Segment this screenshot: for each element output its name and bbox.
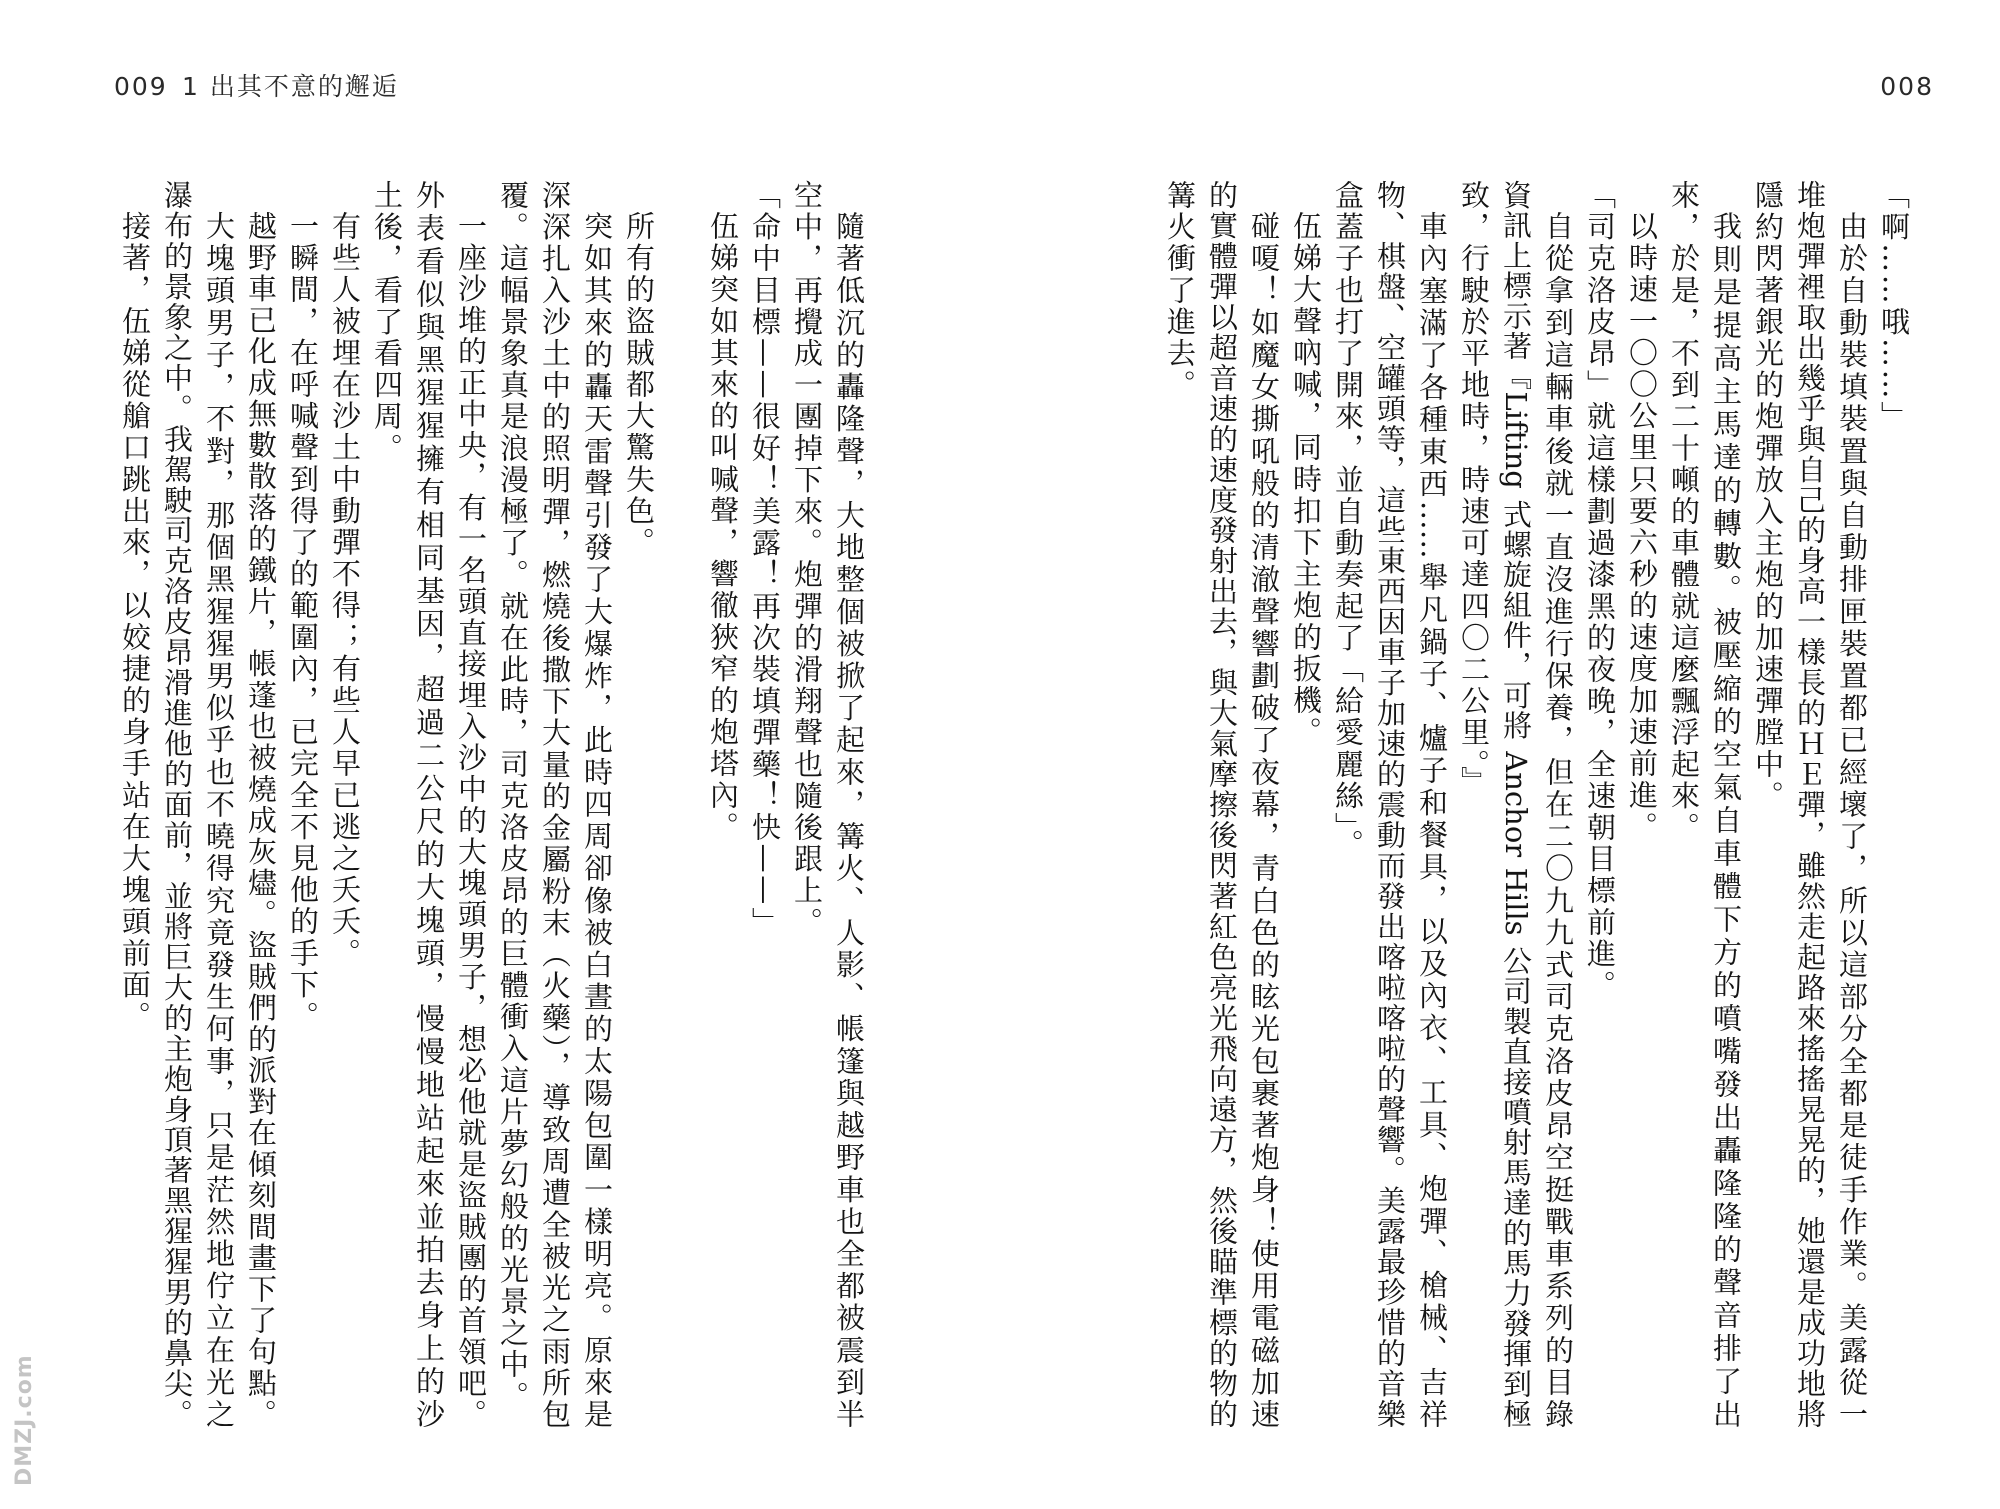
watermark-logo: DMZJ.com [12,1354,37,1486]
text-column: 越野車已化成無數散落的鐵片，帳蓬也被燒成灰燼。盜賊們的派對在傾刻間畫下了句點。 [244,211,278,1428]
text-column: 伍娣突如其來的叫喊聲，響徹狹窄的炮塔內。 [706,211,740,843]
left-page-number: 009 [114,72,168,101]
chapter-title: 1 出其不意的邂逅 [182,72,399,101]
text-column: 深深扎入沙土中的照明彈，燃燒後撒下大量的金屬粉末（火藥），導致周遭全被光之雨所包 [538,180,572,1428]
text-column: 篝火衝了進去。 [1163,180,1197,402]
right-page-text [1159,180,1915,1428]
text-column: 盒蓋子也打了開來，並自動奏起了「給愛麗絲」。 [1331,180,1365,861]
left-page-text [114,180,870,1428]
text-column: 覆。這幅景象真是浪漫極了。就在此時，司克洛皮昂的巨體衝入這片夢幻般的光景之中。 [496,180,530,1413]
text-column: 隨著低沉的轟隆聲，大地整個被掀了起來，篝火、人影、帳篷與越野車也全都被震到半 [832,211,866,1428]
text-column: 以時速一〇〇公里只要六秒的速度加速前進。 [1625,211,1659,843]
text-column: 一瞬間，在呼喊聲到得了的範圍內，已完全不見他的手下。 [286,211,320,1033]
text-column: 我則是提高主馬達的轉數。被壓縮的空氣自車體下方的噴嘴發出轟隆隆的聲音排了出 [1709,211,1743,1428]
text-column: 致，行駛於平地時，時速可達四〇二公里。』 [1457,180,1491,798]
text-column: 來，於是，不到二十噸的車體就這麼飄浮起來。 [1667,180,1701,844]
text-column: 由於自動裝填裝置與自動排匣裝置都已經壞了，所以這部分全都是徒手作業。美露從一 [1835,211,1869,1428]
text-column: 碰嗄！如魔女撕吼般的清澈聲響劃破了夜幕，青白色的眩光包裹著炮身！使用電磁加速 [1247,211,1281,1428]
text-column: 自從拿到這輛車後就一直沒進行保養，但在二〇九九式司克洛皮昂空挺戰車系列的目錄 [1541,211,1575,1428]
text-column: 大塊頭男子，不對，那個黑猩猩男似乎也不曉得究竟發生何事，只是茫然地佇立在光之 [202,211,236,1428]
text-column: 有些人被埋在沙土中動彈不得；有些人早已逃之夭夭。 [328,211,362,970]
text-column: 「命中目標——很好！美露！再次裝填彈藥！快——」 [748,180,782,939]
text-column: 車內塞滿了各種東西……舉凡鍋子、爐子和餐具，以及內衣、工具、炮彈、槍械、吉祥 [1415,211,1449,1428]
text-column: 所有的盜賊都大驚失色。 [622,211,656,559]
text-column: 物、棋盤、空罐頭等，這些東西因車子加速的震動而發出喀啦喀啦的聲響。美露最珍惜的音樂 [1373,180,1407,1428]
right-page-number: 008 [1880,72,1934,101]
text-column: 資訊上標示著『Lifting 式螺旋組件，可將 Anchor Hills 公司製直接噴射馬達的馬力發揮到極 [1499,180,1533,1428]
text-column: 瀑布的景象之中。我駕駛司克洛皮昂滑進他的面前，並將巨大的主炮身頂著黑猩猩男的鼻尖。 [160,180,194,1428]
text-column: 隱約閃著銀光的炮彈放入主炮的加速彈膛中。 [1751,180,1785,812]
text-column: 「司克洛皮昂」就這樣劃過漆黑的夜晚，全速朝目標前進。 [1583,180,1617,1002]
text-column: 空中，再攪成一團掉下來。炮彈的滑翔聲也隨後跟上。 [790,180,824,939]
text-column: 堆炮彈裡取出幾乎與自己的身高一樣長的ＨＥ彈，雖然走起路來搖搖晃晃的，她還是成功地將 [1793,180,1827,1428]
text-column: 突如其來的轟天雷聲引發了大爆炸，此時四周卻像被白晝的太陽包圍一樣明亮。原來是 [580,211,614,1428]
text-column: 外表看似與黑猩猩擁有相同基因，超過二公尺的大塊頭，慢慢地站起來並拍去身上的沙 [412,180,446,1428]
text-column: 的實體彈以超音速的速度發射出去，與大氣摩擦後閃著紅色亮光飛向遠方，然後瞄準標的物的 [1205,180,1239,1428]
text-column: 「啊……哦……」 [1877,180,1911,433]
text-column: 土後，看了看四周。 [370,180,404,465]
text-column: 接著，伍娣從艙口跳出來，以姣捷的身手站在大塊頭前面。 [118,211,152,1033]
scene-break [660,180,702,1428]
text-column: 伍娣大聲吶喊，同時扣下主炮的扳機。 [1289,211,1323,749]
text-column: 一座沙堆的正中央，有一名頭直接埋入沙中的大塊頭男子，想必他就是盜賊團的首領吧。 [454,211,488,1428]
